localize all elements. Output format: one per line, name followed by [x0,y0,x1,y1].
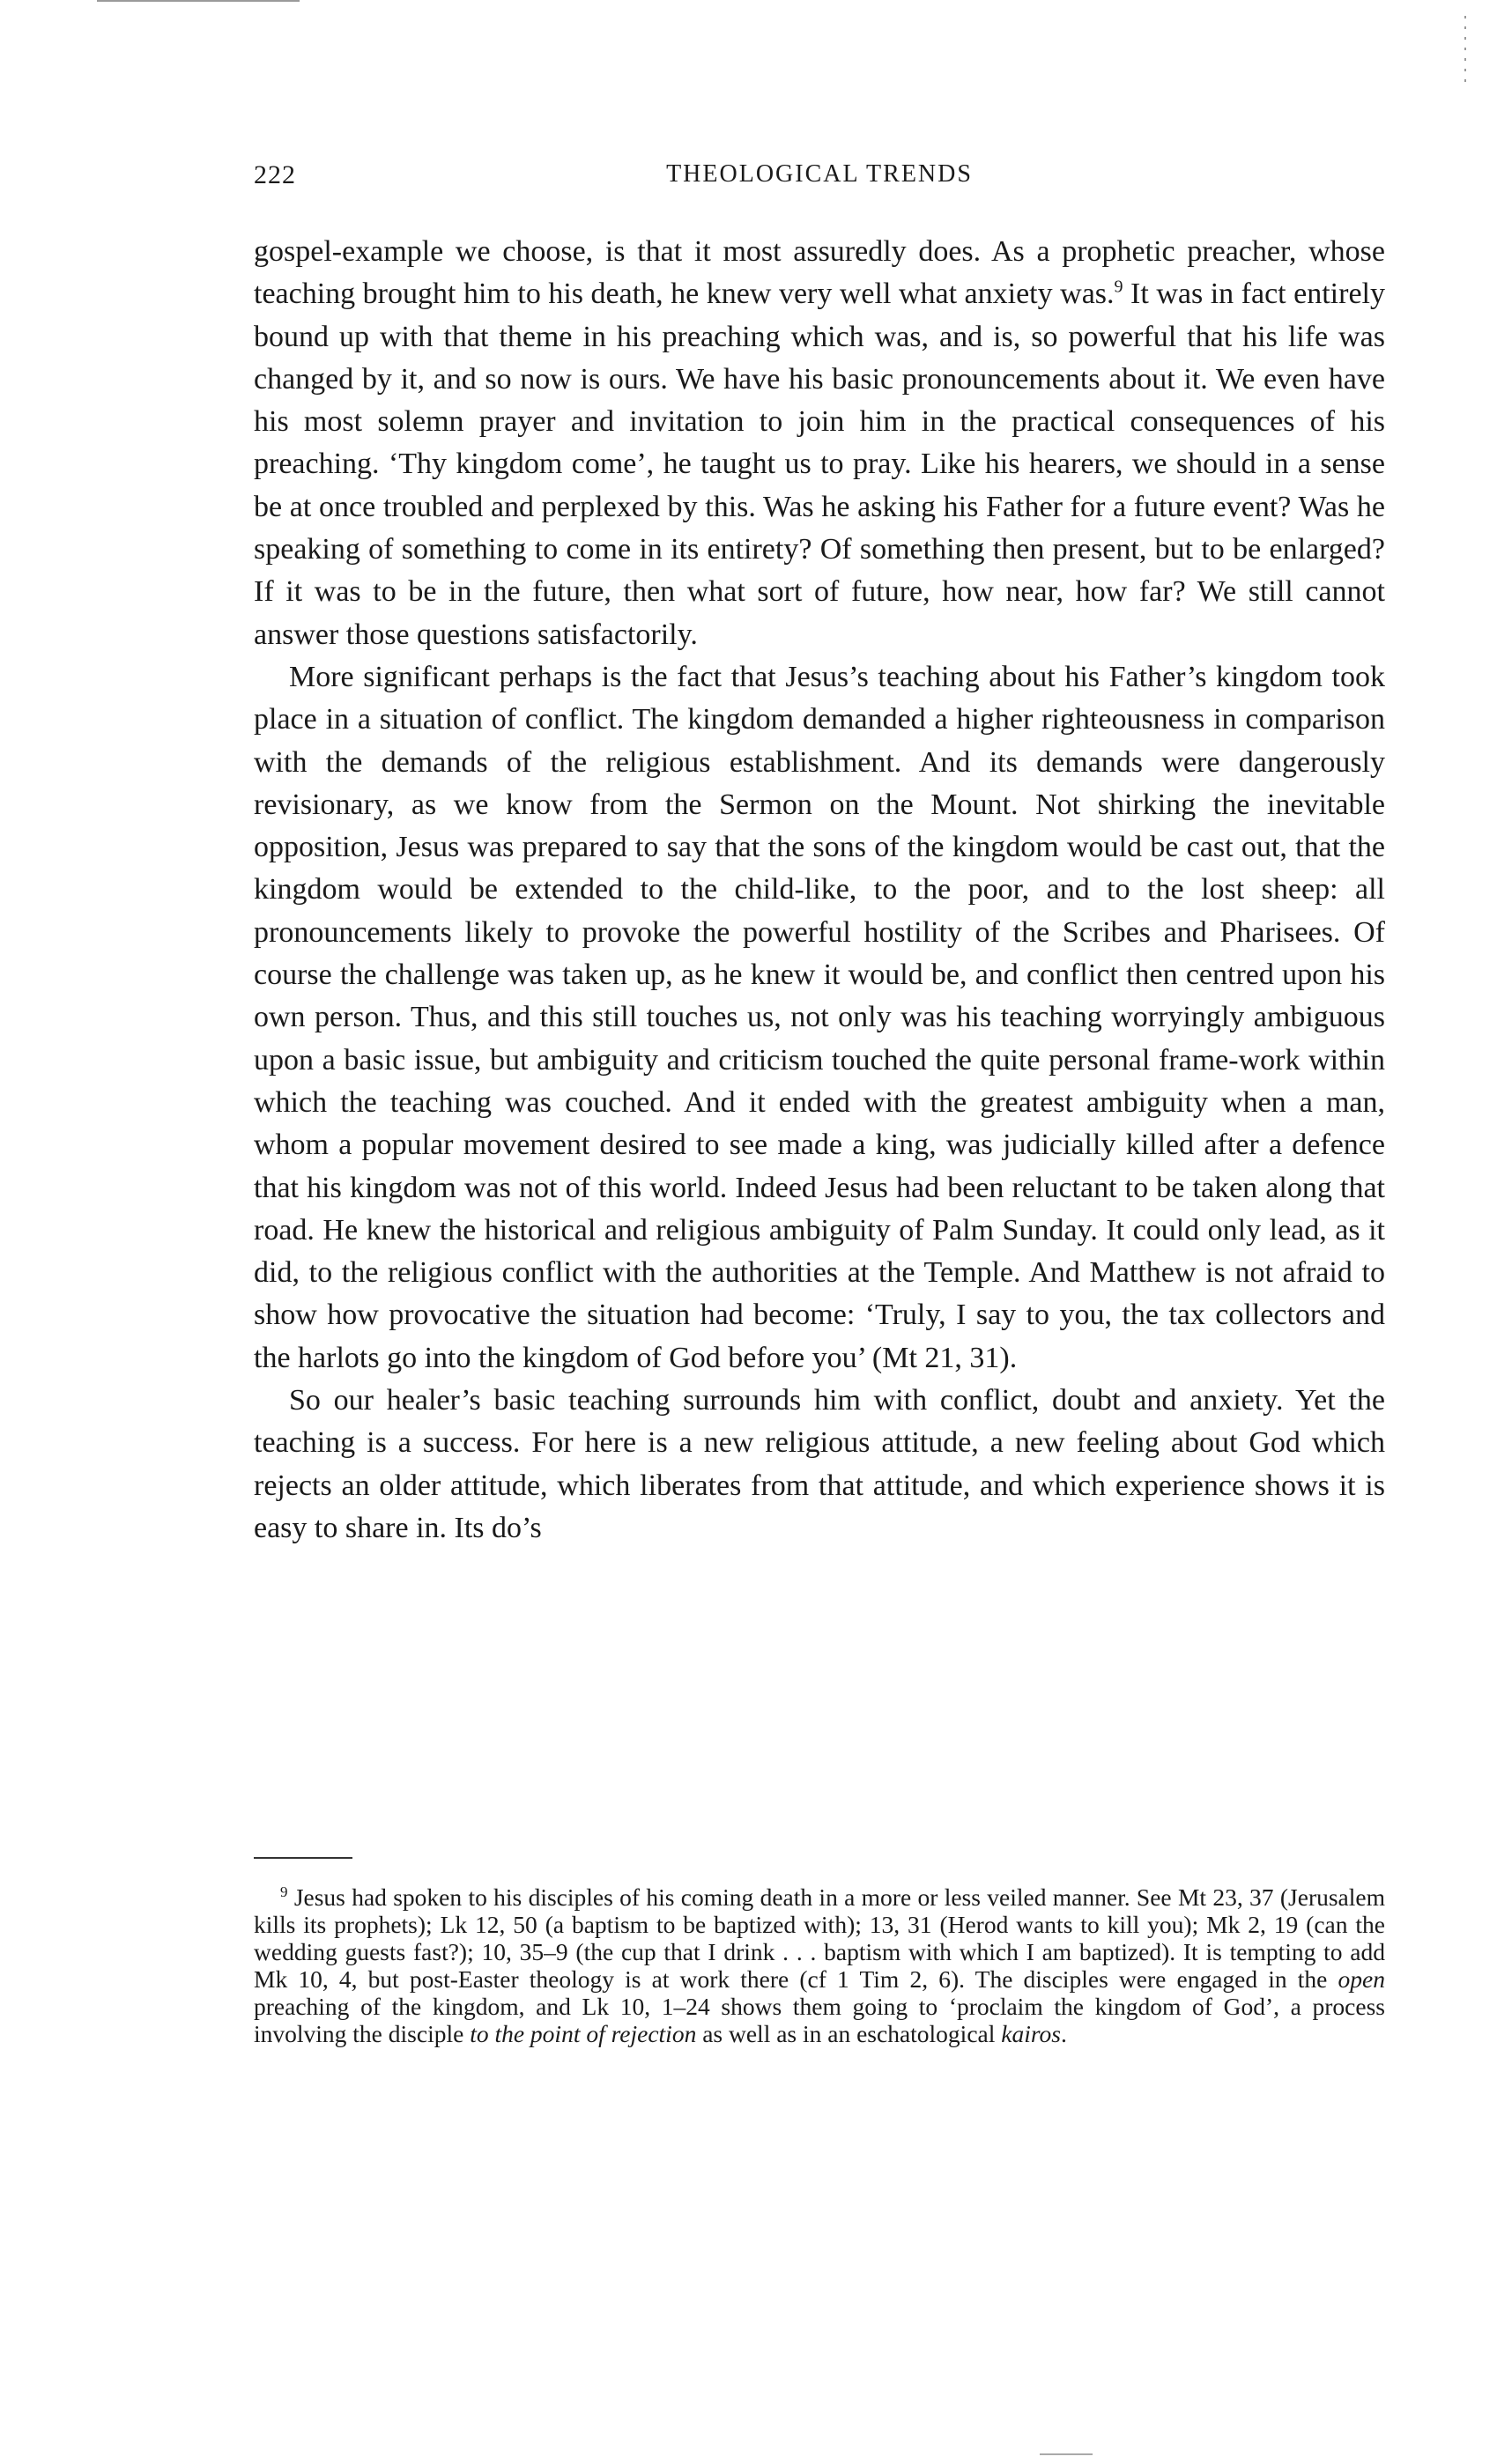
scan-edge-mark [1464,16,1466,86]
footnote-text [254,1883,1385,2047]
paragraph: gospel-example we choose, is that it most assuredly does. As a prophetic preacher, whose teaching brought him to his death, he knew very well what anxiety was.$^9$ It was in fact entirely bound up with that theme in his preaching which was, and is, so powerful that his life was changed by it, and so now is ours. We have his basic pronouncements about it. We even have his most solemn prayer and invitation to join him in the practical consequences of his preaching. ‘Thy kingdom come’, he taught us to pray. Like his hearers, we should in a sense be at once troubled and perplexed by this. Was he asking his Father for a future event? Was he speaking of something to come in its entirety? Of something then present, but to be enlarged? If it was to be in the future, then what sort of future, how near, how far? We still cannot answer those questions satisfactorily. [254,235,1385,651]
scan-edge-mark [1040,2453,1093,2455]
footnote-text-run: preaching of the kingdom, and Lk 10, 1–24 shows them going to ‘proclaim the kingdom of God’, a process involving the disciple [254,1993,1385,2047]
footnote-text-run: . [1061,2020,1067,2047]
body-text [254,231,1385,1550]
running-head: THEOLOGICAL TRENDS [666,160,973,188]
footnote-italic-run: open [1338,1965,1385,1993]
footnote-marker: 9 [280,1883,288,1900]
footnote-reference[interactable]: 9 [1114,277,1123,297]
footnote-italic-run: to the point of rejection [470,2020,697,2047]
page-header [254,160,1385,196]
scan-edge-mark [97,0,300,2]
paragraph: So our healer’s basic teaching surrounds him with conflict, doubt and anxiety. Yet the teaching is a success. For here is a new religious attitude, a new feeling about God which rejects an older attitude, which liberates from that attitude, and which experience shows it is easy to share in. Its do’s [254,1384,1385,1544]
footnote-text-run: as well as in an eschatological [696,2020,1002,2047]
footnote-italic-run: kairos [1001,2020,1061,2047]
footnote-text-run: Jesus had spoken to his disciples of his coming death in a more or less veiled manner. See Mt 23, 37 (Jerusalem kills its prophets); Lk 12, 50 (a baptism to be baptized with); 13, 31 (Herod wants to kill you); Mk 2, 19 (can the wedding guests fast?); 10, 35–9 (the cup that I drink . . . baptism with which I am baptized). It is tempting to add Mk 10, 4, but post-Easter theology is at work there (cf 1 Tim 2, 6). The disciples were engaged in the [254,1883,1385,1993]
footnote [254,1883,1385,2047]
page-number: 222 [254,160,296,189]
footnote-divider [254,1857,352,1859]
paragraph: More significant perhaps is the fact that Jesus’s teaching about his Father’s kingdom took place in a situation of conflict. The kingdom demanded a higher righteousness in comparison with the demands of the religious establishment. And its demands were dangerously revisionary, as we know from the Sermon on the Mount. Not shirking the inevitable opposition, Jesus was prepared to say that the sons of the kingdom would be cast out, that the kingdom would be extended to the child-like, to the poor, and to the lost sheep: all pronouncements likely to provoke the powerful hostility of the Scribes and Pharisees. Of course the challenge was taken up, as he knew it would be, and conflict then centred upon his own person. Thus, and this still touches us, not only was his teaching worryingly ambiguous upon a basic issue, but ambiguity and criticism touched the quite personal frame-work within which the teaching was couched. And it ended with the greatest ambiguity when a man, whom a popular movement desired to see made a king, was judicially killed after a defence that his kingdom was not of this world. Indeed Jesus had been reluctant to be taken along that road. He knew the historical and religious ambiguity of Palm Sunday. It could only lead, as it did, to the religious conflict with the authorities at the Temple. And Matthew is not afraid to show how provocative the situation had become: ‘Truly, I say to you, the tax collectors and the harlots go into the kingdom of God before you’ (Mt 21, 31). [254,660,1385,1374]
